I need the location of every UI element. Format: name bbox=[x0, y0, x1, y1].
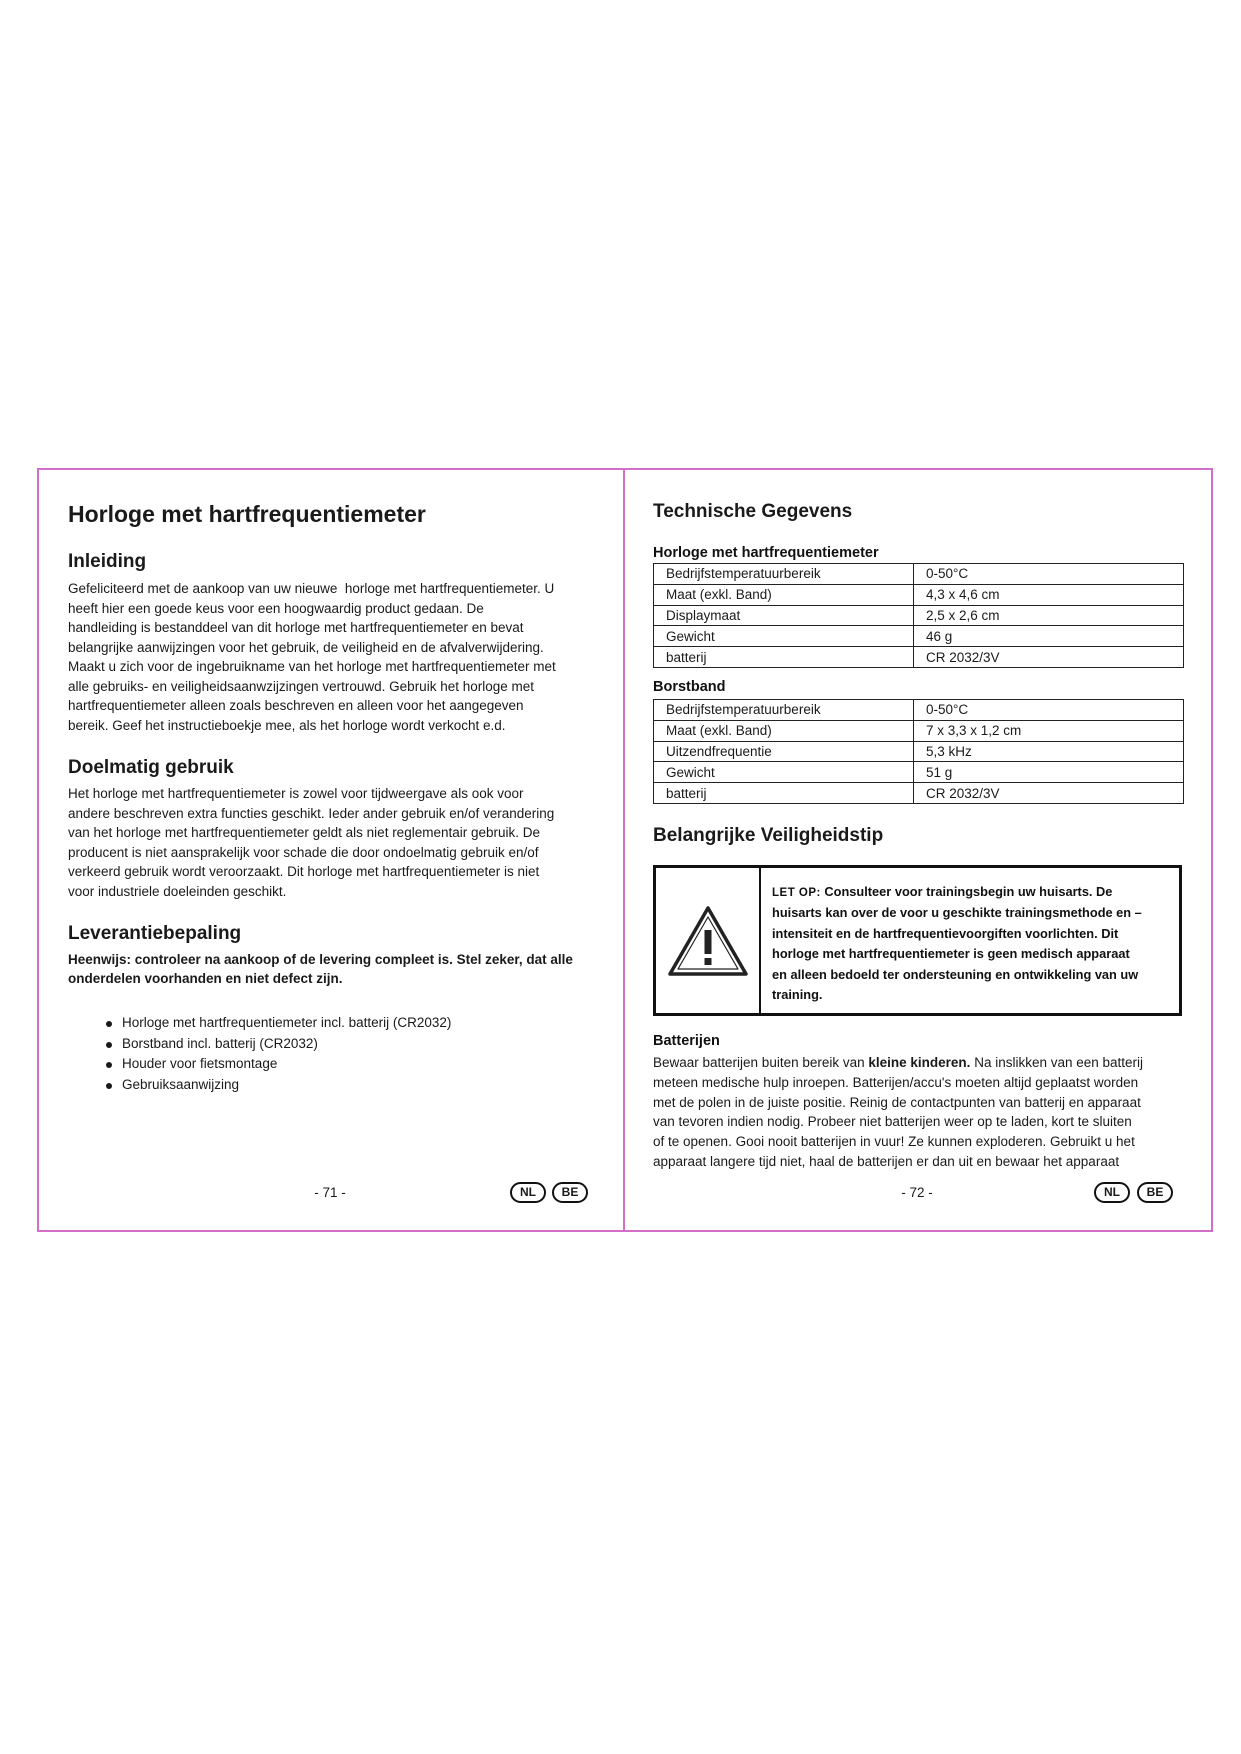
spec-value: CR 2032/3V bbox=[914, 783, 1184, 804]
warning-icon-cell bbox=[656, 868, 761, 1013]
safety-heading: Belangrijke Veiligheidstip bbox=[653, 825, 884, 846]
batteries-paragraph bbox=[653, 1053, 1143, 1172]
warning-line bbox=[772, 882, 1142, 903]
table-row bbox=[654, 720, 1184, 741]
paragraph-line: hartfrequentiemeter alleen zoals beschreven en alleen voor het aangegeven bbox=[68, 698, 524, 713]
page-divider bbox=[623, 468, 625, 1232]
spec-value: 2,5 x 2,6 cm bbox=[914, 605, 1184, 626]
note-line: onderdelen voorhanden en niet defect zijn. bbox=[68, 971, 343, 986]
paragraph-line: handleiding is bestanddeel van dit horloge met hartfrequentiemeter en bevat bbox=[68, 620, 524, 635]
delivery-note bbox=[68, 950, 573, 988]
paragraph-line: alle gebruiks- en veiligheidsaanwzijzingen vertrouwd. Gebruik het horloge met bbox=[68, 678, 535, 694]
spec-label: Gewicht bbox=[654, 762, 914, 783]
spec-value: 46 g bbox=[914, 626, 1184, 647]
warning-line: huisarts kan over de voor u geschikte trainingsmethode en – bbox=[772, 905, 1142, 921]
table-row bbox=[654, 626, 1184, 647]
chest-strap-specs-heading: Borstband bbox=[653, 679, 726, 695]
paragraph-line: apparaat langere tijd niet, haal de batterijen er dan uit en bewaar het apparaat bbox=[653, 1153, 1120, 1169]
paragraph-line: producent is niet aansprakelijk voor schade die door ondoelmatig gebruik en/of bbox=[68, 844, 539, 860]
paragraph-line: belangrijke aanwijzingen voor het gebruik, de veiligheid en de afvalverwijdering. bbox=[68, 639, 544, 655]
language-badge-nl: NL bbox=[1094, 1182, 1130, 1203]
leverantiebepaling-heading: Leverantiebepaling bbox=[68, 923, 242, 944]
list-item: Gebruiksaanwijzing bbox=[106, 1075, 451, 1096]
delivery-contents-list bbox=[106, 1013, 451, 1095]
spec-value: 4,3 x 4,6 cm bbox=[914, 584, 1184, 605]
chest-strap-specs-table bbox=[653, 699, 1184, 804]
table-row bbox=[654, 584, 1184, 605]
paragraph-line: andere beschreven extra functies geschikt. Ieder ander gebruik en/of verandering bbox=[68, 805, 555, 821]
page-number-left: - 71 - bbox=[314, 1185, 346, 1200]
right-page-title: Technische Gegevens bbox=[653, 501, 853, 522]
paragraph-line: van het horloge met hartfrequentiemeter geldt als niet reglementair gebruik. De bbox=[68, 825, 541, 840]
paragraph-line: Gefeliciteerd met de aankoop van uw nieuwe horloge met hartfrequentiemeter. U bbox=[68, 581, 555, 596]
warning-line: training. bbox=[772, 987, 823, 1003]
spec-value: 0-50°C bbox=[914, 564, 1184, 585]
left-page-title: Horloge met hartfrequentiemeter bbox=[68, 501, 426, 527]
language-badge-be: BE bbox=[552, 1182, 588, 1203]
line-segment: Bewaar batterijen buiten bereik van bbox=[653, 1055, 869, 1070]
spec-value: 51 g bbox=[914, 762, 1184, 783]
spec-label: Maat (exkl. Band) bbox=[654, 720, 914, 741]
paragraph-line: Maakt u zich voor de ingebruikname van het horloge met hartfrequentiemeter met bbox=[68, 659, 556, 674]
warning-line: en alleen bedoeld ter ondersteuning en ontwikkeling van uw bbox=[772, 966, 1139, 982]
paragraph-line: meteen medische hulp inroepen. Batterijen/accu's moeten altijd geplaatst worden bbox=[653, 1074, 1139, 1090]
paragraph-line: bereik. Geef het instructieboekje mee, als het horloge wordt verkocht e.d. bbox=[68, 717, 506, 733]
safety-warning-text bbox=[772, 882, 1142, 1005]
list-item: Houder voor fietsmontage bbox=[106, 1054, 451, 1075]
language-badge-be: BE bbox=[1137, 1182, 1173, 1203]
safety-warning-box bbox=[653, 865, 1182, 1016]
spec-label: Gewicht bbox=[654, 626, 914, 647]
watch-specs-heading: Horloge met hartfrequentiemeter bbox=[653, 545, 879, 561]
table-row bbox=[654, 564, 1184, 585]
list-item: Borstband incl. batterij (CR2032) bbox=[106, 1034, 451, 1055]
inleiding-heading: Inleiding bbox=[68, 551, 147, 572]
inleiding-paragraph bbox=[68, 579, 556, 735]
spec-value: 5,3 kHz bbox=[914, 741, 1184, 762]
table-row bbox=[654, 647, 1184, 668]
list-item: Horloge met hartfrequentiemeter incl. batterij (CR2032) bbox=[106, 1013, 451, 1034]
paragraph-line: heeft hier een goede keus voor een hoogwaardig product gedaan. De bbox=[68, 600, 484, 616]
warning-line-text: Consulteer voor trainingsbegin uw huisarts. De bbox=[820, 884, 1113, 899]
spec-value: CR 2032/3V bbox=[914, 647, 1184, 668]
spec-label: Bedrijfstemperatuurbereik bbox=[654, 564, 914, 585]
spec-value: 7 x 3,3 x 1,2 cm bbox=[914, 720, 1184, 741]
spec-label: Displaymaat bbox=[654, 605, 914, 626]
note-line: Heenwijs: controleer na aankoop of de levering compleet is. Stel zeker, dat alle bbox=[68, 952, 573, 967]
paragraph-line: met de polen in de juiste positie. Reinig de contactpunten van batterij en apparaat bbox=[653, 1094, 1141, 1110]
table-row bbox=[654, 700, 1184, 721]
language-badge-nl: NL bbox=[510, 1182, 546, 1203]
spec-label: batterij bbox=[654, 647, 914, 668]
paragraph-line: van tevoren indien nodig. Probeer niet batterijen weer op te laden, kort te sluiten bbox=[653, 1114, 1132, 1130]
doelmatig-gebruik-paragraph bbox=[68, 784, 554, 901]
paragraph-line: voor industriele doeleinden geschikt. bbox=[68, 883, 287, 899]
paragraph-line: of te openen. Gooi nooit batterijen in vuur! Ze kunnen exploderen. Gebruikt u het bbox=[653, 1134, 1135, 1150]
doelmatig-gebruik-heading: Doelmatig gebruik bbox=[68, 757, 234, 778]
watch-specs-table bbox=[653, 563, 1184, 668]
batteries-heading: Batterijen bbox=[653, 1033, 720, 1049]
warning-line: intensiteit en de hartfrequentievoorgiften voorlichten. Dit bbox=[772, 925, 1119, 941]
paragraph-line: verkeerd gebruik wordt veroorzaakt. Dit horloge met hartfrequentiemeter is niet bbox=[68, 864, 540, 879]
table-row bbox=[654, 741, 1184, 762]
line-segment: Na inslikken van een batterij bbox=[970, 1055, 1144, 1070]
spec-label: Bedrijfstemperatuurbereik bbox=[654, 700, 914, 721]
warning-label: LET OP: bbox=[772, 887, 821, 899]
table-row bbox=[654, 762, 1184, 783]
paragraph-line: Het horloge met hartfrequentiemeter is zowel voor tijdweergave als ook voor bbox=[68, 786, 524, 801]
emphasis-text: kleine kinderen. bbox=[868, 1055, 971, 1070]
warning-line: horloge met hartfrequentiemeter is geen medisch apparaat bbox=[772, 946, 1130, 962]
spec-label: Maat (exkl. Band) bbox=[654, 584, 914, 605]
warning-triangle-icon bbox=[666, 904, 750, 978]
table-row bbox=[654, 605, 1184, 626]
spec-label: batterij bbox=[654, 783, 914, 804]
spec-label: Uitzendfrequentie bbox=[654, 741, 914, 762]
paragraph-line bbox=[653, 1053, 1143, 1073]
page-number-right: - 72 - bbox=[901, 1185, 933, 1200]
table-row bbox=[654, 783, 1184, 804]
spec-value: 0-50°C bbox=[914, 700, 1184, 721]
